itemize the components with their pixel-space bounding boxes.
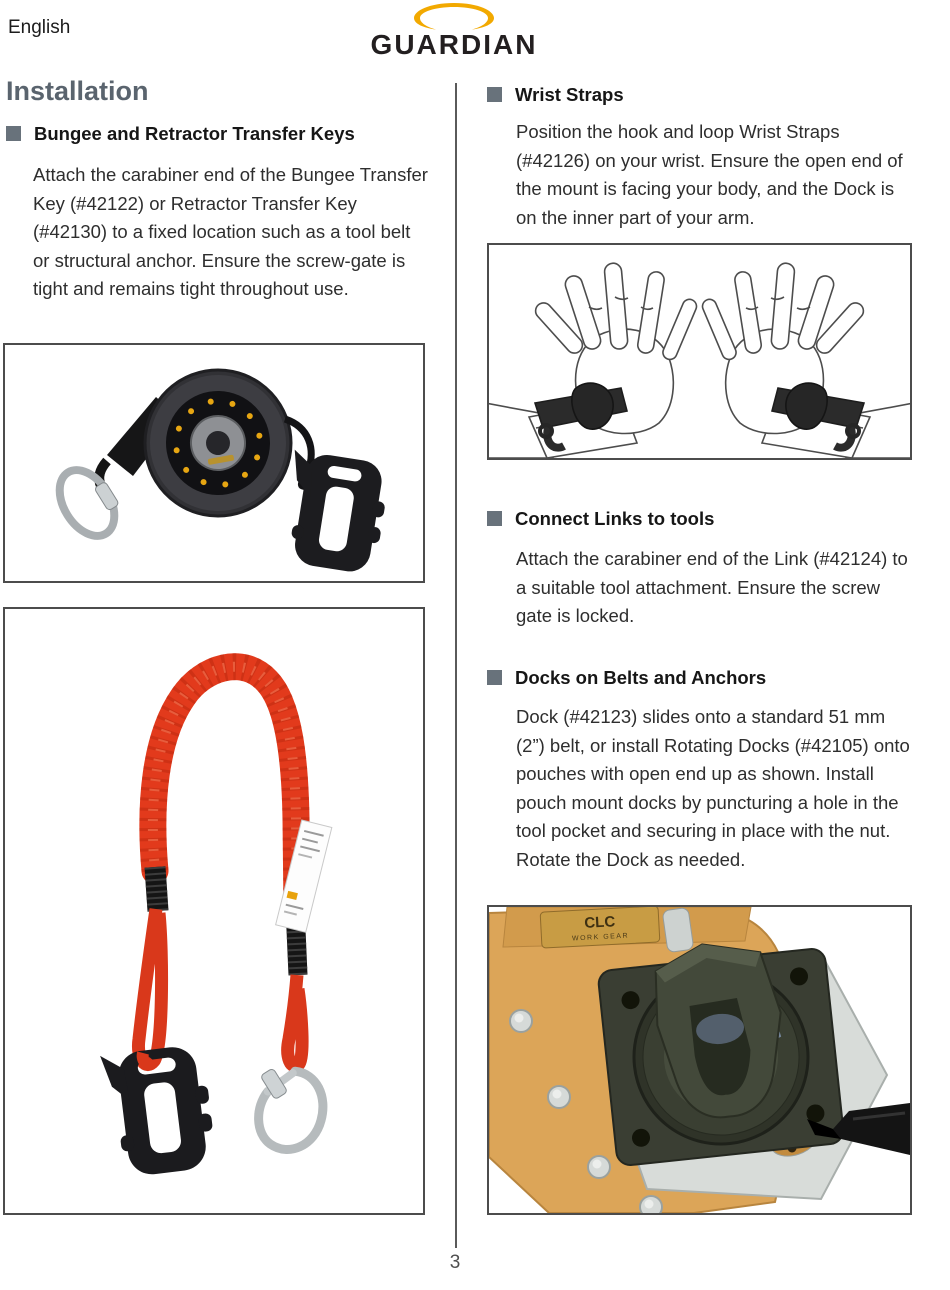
left-webbing-loop — [138, 909, 161, 1065]
section-body-connect-links: Attach the carabiner end of the Link (#42124) to a suitable tool attachment. Ensure the screw gate is locked. — [516, 548, 908, 626]
section-heading-text: Connect Links to tools — [515, 508, 715, 529]
right-webbing-loop — [288, 975, 302, 1066]
left-whipping — [155, 867, 158, 911]
bungee-lanyard — [153, 667, 297, 909]
section-heading-transfer-keys — [6, 123, 426, 145]
rotating-dock-figure — [487, 905, 912, 1215]
section-heading-text: Wrist Straps — [515, 84, 624, 105]
bungee-transfer-key-illustration — [5, 609, 423, 1213]
square-bullet-icon — [487, 87, 502, 102]
dock-on-pouch-illustration — [489, 907, 910, 1213]
pouch-brand-label — [540, 907, 660, 948]
hands-illustration — [489, 245, 910, 458]
section-heading-docks — [487, 667, 912, 689]
guardian-halo-icon — [408, 3, 500, 30]
page-title: Installation — [6, 76, 149, 106]
bungee-transfer-key-figure — [3, 607, 425, 1215]
belt-clip — [662, 907, 694, 952]
carabiner — [48, 460, 125, 545]
language-label: English — [8, 17, 71, 38]
section-heading-wrist-straps — [487, 84, 912, 106]
column-divider — [455, 83, 457, 1248]
svg-text:WORK GEAR: WORK GEAR — [571, 932, 630, 943]
retractor-transfer-key-figure — [3, 343, 425, 583]
page-number: 3 — [449, 1252, 461, 1273]
guardian-logo — [363, 3, 545, 59]
section-heading-connect-links — [487, 508, 912, 530]
section-body-docks: Dock (#42123) slides onto a standard 51 mm (2”) belt, or install Rotating Docks (#42105) onto pouches with open end up as shown. Install pouch mount docks by puncturing a hole in the tool pocket and securing in place with the nut. Rotate the Dock as needed. — [516, 706, 910, 870]
square-bullet-icon — [487, 670, 502, 685]
square-bullet-icon — [6, 126, 21, 141]
square-bullet-icon — [487, 511, 502, 526]
section-heading-text: Docks on Belts and Anchors — [515, 667, 767, 688]
section-body-wrist-straps: Position the hook and loop Wrist Straps (#42126) on your wrist. Ensure the open end of the mount is facing your body, and the Dock is on the inner part of your arm. — [516, 121, 903, 228]
retractor-transfer-key-illustration — [5, 345, 423, 581]
wrist-straps-figure — [487, 243, 912, 460]
retractor — [133, 358, 302, 527]
rotating-dock — [596, 932, 845, 1167]
brand-wordmark: GUARDIAN — [370, 29, 538, 60]
left-hand-with-strap — [489, 263, 699, 458]
right-hand-with-strap — [700, 263, 910, 458]
section-body-transfer-keys: Attach the carabiner end of the Bungee Transfer Key (#42122) or Retractor Transfer Key (#42130) to a fixed location such as a tool belt or structural anchor. Ensure the screw-gate is tight and remains tight throughout use. — [33, 164, 428, 299]
screw-gate-carabiner — [253, 1067, 327, 1153]
section-heading-text: Bungee and Retractor Transfer Keys — [34, 123, 355, 144]
svg-text:CLC: CLC — [583, 913, 616, 932]
transfer-key-hook — [277, 450, 391, 576]
